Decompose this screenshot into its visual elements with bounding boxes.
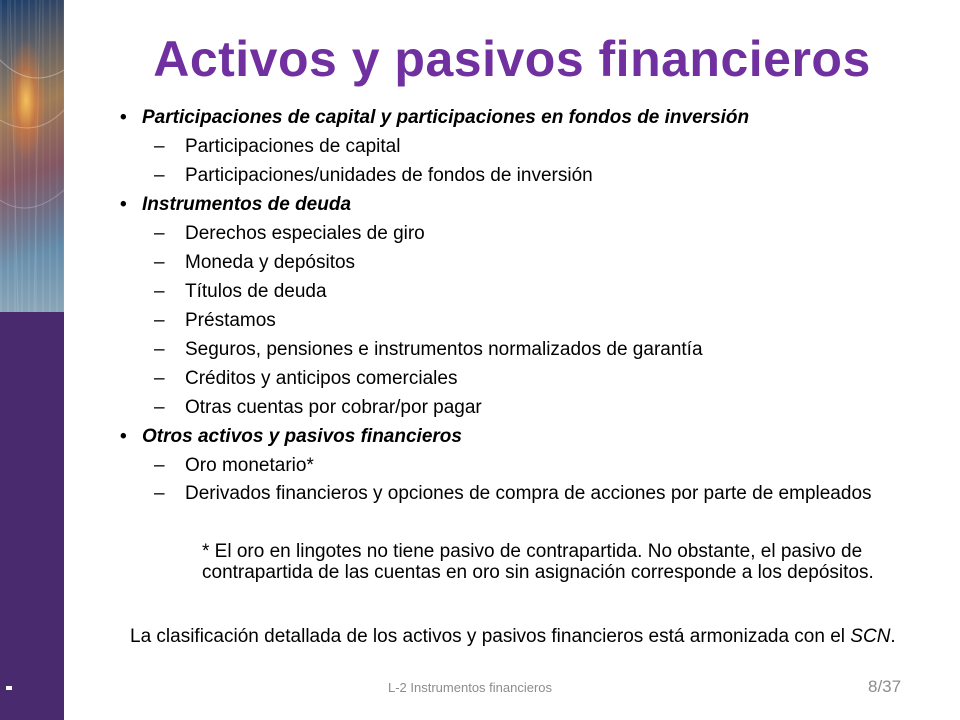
sidebar-pattern <box>0 0 64 312</box>
sub-item <box>120 280 920 309</box>
footer-label: L-2 Instrumentos financieros <box>388 680 553 695</box>
sub-item-text: Títulos de deuda <box>185 281 327 302</box>
slide-title: Activos y pasivos financieros <box>153 31 871 87</box>
sub-item-text: Derechos especiales de giro <box>185 223 425 244</box>
sub-item-text: Derivados financieros y opciones de compra de acciones por parte de empleados <box>185 483 872 504</box>
heading-text: Instrumentos de deuda <box>142 194 352 215</box>
bullet-heading <box>120 106 920 135</box>
sub-item <box>120 309 920 338</box>
left-sidebar <box>0 0 64 720</box>
closing-text-after: . <box>890 626 896 647</box>
footnote: * El oro en lingotes no tiene pasivo de contrapartida. No obstante, el pasivo de contrapartida de las cuentas en oro sin asignación corresponde a los depósitos. <box>202 541 874 583</box>
dash-icon: – <box>154 397 165 418</box>
sub-item <box>120 454 920 483</box>
sub-item-text: Oro monetario* <box>185 455 314 476</box>
sub-item <box>120 338 920 367</box>
sub-item <box>120 396 920 425</box>
dash-icon: – <box>154 136 165 157</box>
dash-icon: – <box>154 223 165 244</box>
sub-item <box>120 367 920 396</box>
dash-icon: – <box>154 339 165 360</box>
closing-emphasis: SCN <box>850 626 891 647</box>
sub-item-text: Participaciones/unidades de fondos de inversión <box>185 165 593 186</box>
sub-item <box>120 222 920 251</box>
dash-icon: – <box>154 368 165 389</box>
bullet-icon: • <box>120 426 127 447</box>
sub-item-text: Moneda y depósitos <box>185 252 356 273</box>
sub-item <box>120 483 885 509</box>
heading-text: Otros activos y pasivos financieros <box>142 426 462 447</box>
heading-text: Participaciones de capital y participaciones en fondos de inversión <box>142 107 750 128</box>
slide-content <box>120 106 920 509</box>
page-number: 8/37 <box>868 677 902 696</box>
closing-text-before: La clasificación detallada de los activos y pasivos financieros está armonizada con el <box>130 626 851 647</box>
sub-item <box>120 164 920 193</box>
dash-icon: – <box>154 165 165 186</box>
dash-icon: – <box>154 310 165 331</box>
bullet-heading <box>120 425 920 454</box>
sub-item-text: Otras cuentas por cobrar/por pagar <box>185 397 482 418</box>
bullet-icon: • <box>120 194 127 215</box>
sidebar-mark <box>6 686 12 690</box>
dash-icon: – <box>154 252 165 273</box>
sub-item-text: Préstamos <box>185 310 276 331</box>
sub-item <box>120 251 920 280</box>
bullet-icon: • <box>120 107 127 128</box>
sub-item <box>120 135 920 164</box>
dash-icon: – <box>154 281 165 302</box>
sidebar-decorative-image <box>0 0 64 312</box>
sub-item-text: Créditos y anticipos comerciales <box>185 368 458 389</box>
dash-icon: – <box>154 483 165 504</box>
bullet-heading <box>120 193 920 222</box>
dash-icon: – <box>154 455 165 476</box>
sub-item-text: Participaciones de capital <box>185 136 401 157</box>
closing-text <box>130 626 930 647</box>
sub-item-text: Seguros, pensiones e instrumentos normalizados de garantía <box>185 339 703 360</box>
